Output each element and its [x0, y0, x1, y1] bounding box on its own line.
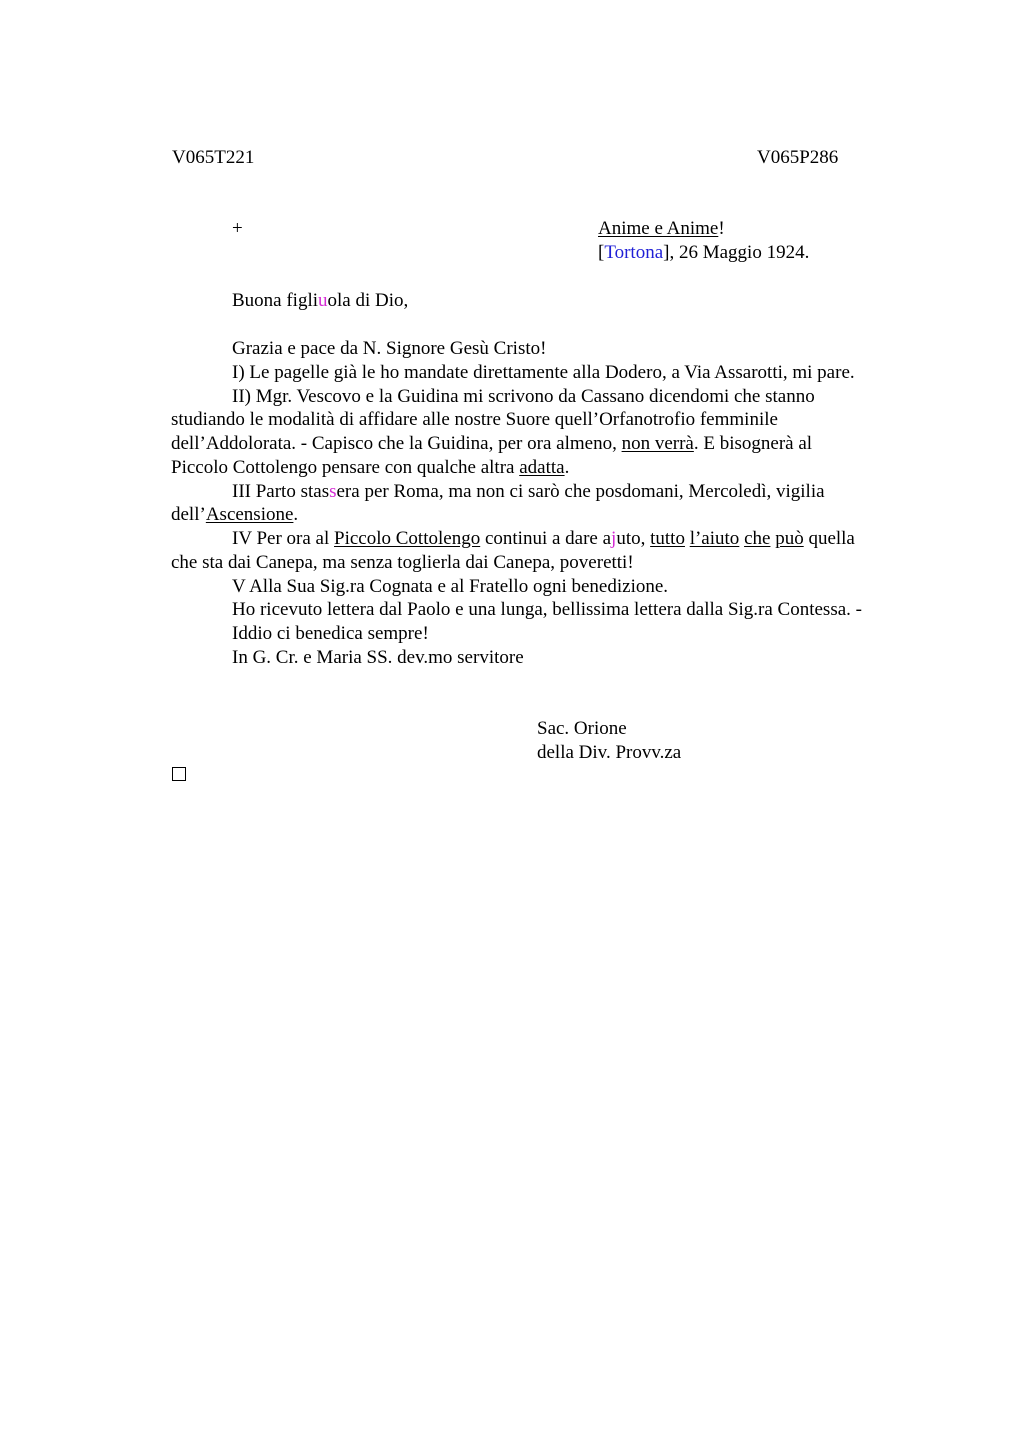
paragraph-4-line-2: che sta dai Canepa, ma senza toglierla dai Canepa, poveretti!	[171, 552, 634, 573]
text-run: dell’Addolorata. - Capisco che la Guidina, per ora almeno,	[171, 433, 622, 454]
text-run: quella	[803, 528, 855, 549]
salutation-part: ola di Dio,	[327, 290, 409, 311]
text-run: . E bisognerà al	[693, 433, 813, 454]
paragraph-6: Ho ricevuto lettera dal Paolo e una lunga, bellissima lettera dalla Sig.ra Contessa. -	[232, 599, 862, 620]
date-text: ], 26 Maggio 1924.	[663, 242, 810, 263]
motto	[598, 217, 725, 241]
document-code-right: V065P286	[757, 147, 839, 168]
signature-name: Sac. Orione	[537, 718, 627, 739]
paragraph-3-line-1	[232, 480, 825, 504]
paragraph-1: I) Le pagelle già le ho mandate direttamente alla Dodero, a Via Assarotti, mi pare.	[232, 362, 855, 383]
paragraph-3-line-2	[171, 503, 298, 527]
underlined-text: che	[744, 528, 771, 549]
salutation-part: Buona figli	[232, 290, 319, 311]
underlined-text: non verrà	[621, 433, 694, 454]
motto-exclamation: !	[718, 218, 725, 239]
text-run: dell’	[171, 504, 206, 525]
text-run: .	[564, 457, 570, 478]
motto-text: Anime e Anime	[598, 218, 719, 239]
end-marker-box	[172, 767, 186, 781]
paragraph-2-line-3	[171, 432, 812, 456]
underlined-text: adatta	[519, 457, 565, 478]
place-name: Tortona	[604, 242, 664, 263]
correction-letter: j	[611, 528, 617, 549]
text-run: IV Per ora al	[232, 528, 335, 549]
text-run: III Parto stas	[232, 481, 330, 502]
underlined-text: Ascensione	[205, 504, 294, 525]
correction-letter: s	[329, 481, 337, 502]
paragraph-2-line-2: studiando le modalità di affidare alle nostre Suore quell’Orfanotrofio femminile	[171, 409, 778, 430]
document-code-left: V065T221	[172, 147, 255, 168]
text-run: .	[293, 504, 299, 525]
closing-line: In G. Cr. e Maria SS. dev.mo servitore	[232, 647, 524, 668]
bracket-open: [	[598, 242, 605, 263]
signature-title: della Div. Provv.za	[537, 742, 682, 763]
salutation-correction: u	[318, 290, 328, 311]
text-run: uto,	[616, 528, 651, 549]
cross-symbol: +	[232, 218, 243, 239]
paragraph-2-line-4	[171, 456, 569, 480]
underlined-text: l’aiuto	[689, 528, 740, 549]
paragraph-4-line-1	[232, 527, 855, 551]
place-date	[598, 241, 809, 265]
greeting: Grazia e pace da N. Signore Gesù Cristo!	[232, 338, 547, 359]
underlined-text: tutto	[650, 528, 685, 549]
paragraph-7: Iddio ci benedica sempre!	[232, 623, 429, 644]
salutation	[232, 289, 408, 313]
underlined-text: può	[775, 528, 804, 549]
paragraph-5: V Alla Sua Sig.ra Cognata e al Fratello ogni benedizione.	[232, 576, 669, 597]
underlined-text: Piccolo Cottolengo	[334, 528, 481, 549]
text-run: Piccolo Cottolengo pensare con qualche altra	[171, 457, 520, 478]
text-run: continui a dare a	[480, 528, 612, 549]
text-run: era per Roma, ma non ci sarò che posdomani, Mercoledì, vigilia	[336, 481, 825, 502]
paragraph-2-line-1: II) Mgr. Vescovo e la Guidina mi scrivono da Cassano dicendomi che stanno	[232, 386, 815, 407]
